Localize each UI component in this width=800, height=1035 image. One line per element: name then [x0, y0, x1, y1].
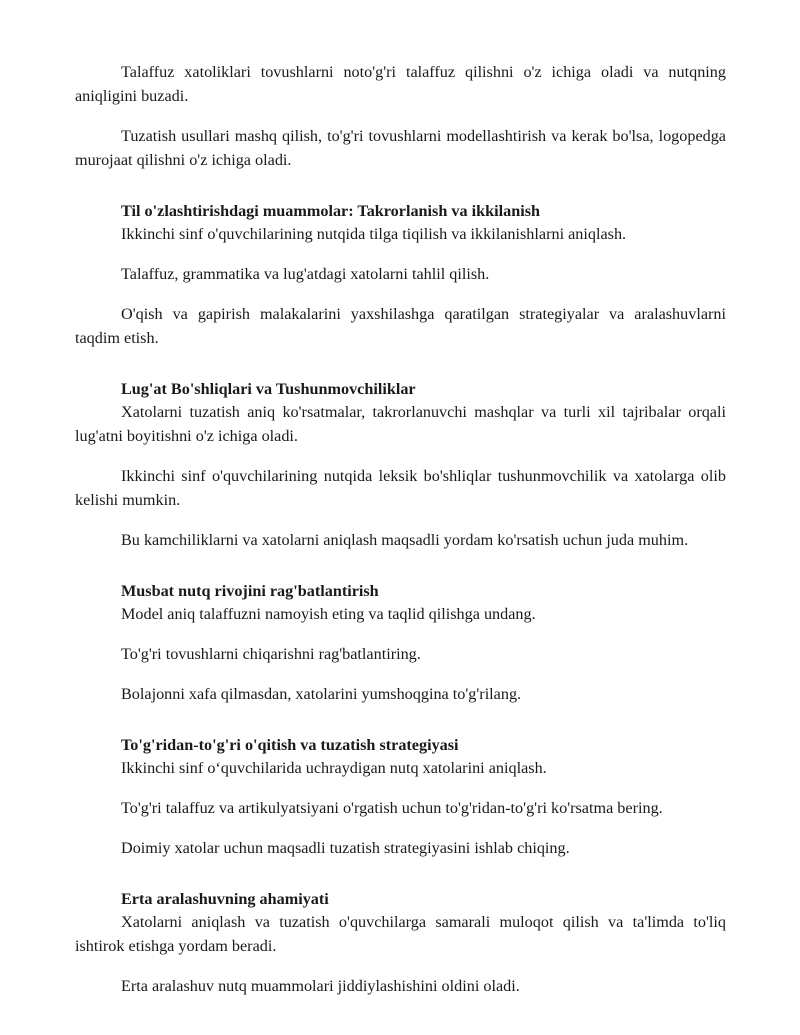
- paragraph: To'g'ri talaffuz va artikulyatsiyani o'rgatish uchun to'g'ridan-to'g'ri ko'rsatma bering.: [121, 799, 663, 817]
- section-heading: Musbat nutq rivojini rag'batlantirish: [121, 582, 379, 600]
- section-heading: Til o'zlashtirishdagi muammolar: Takrorlanish va ikkilanish: [121, 202, 541, 220]
- section-intro: [75, 60, 726, 172]
- paragraph: Talaffuz, grammatika va lug'atdagi xatolarni tahlil qilish.: [121, 265, 490, 283]
- paragraph: Ikkinchi sinf o‘quvchilarida uchraydigan nutq xatolarini aniqlash.: [121, 759, 547, 777]
- paragraph: Talaffuz xatoliklari tovushlarni noto'g'ri talaffuz qilishni o'z ichiga oladi va nutqning aniqligini buzadi.: [75, 63, 726, 105]
- paragraph: Xatolarni tuzatish aniq ko'rsatmalar, takrorlanuvchi mashqlar va turli xil tajribalar orqali lug'atni boyitishni o'z ichiga oladi.: [75, 403, 726, 445]
- paragraph: O'qish va gapirish malakalarini yaxshilashga qaratilgan strategiyalar va aralashuvlarni taqdim etish.: [75, 305, 726, 347]
- paragraph: Bu kamchiliklarni va xatolarni aniqlash maqsadli yordam ko'rsatish uchun juda muhim.: [121, 531, 689, 549]
- document-page: [75, 60, 726, 1014]
- paragraph: Bolajonni xafa qilmasdan, xatolarini yumshoqgina to'g'rilang.: [121, 685, 522, 703]
- section-vocabulary-gaps: [75, 378, 726, 552]
- paragraph: Ikkinchi sinf o'quvchilarining nutqida leksik bo'shliqlar tushunmovchilik va xatolarga olib kelishi mumkin.: [75, 467, 726, 509]
- section-heading: Lug'at Bo'shliqlari va Tushunmovchiliklar: [121, 380, 416, 398]
- paragraph: Tuzatish usullari mashq qilish, to'g'ri tovushlarni modellashtirish va kerak bo'lsa, logopedga murojaat qilishni o'z ichiga oladi.: [75, 127, 726, 169]
- paragraph: Doimiy xatolar uchun maqsadli tuzatish strategiyasini ishlab chiqing.: [121, 839, 570, 857]
- section-heading: To'g'ridan-to'g'ri o'qitish va tuzatish strategiyasi: [121, 736, 459, 754]
- section-language-acquisition: [75, 200, 726, 350]
- paragraph: Erta aralashuv nutq muammolari jiddiylashishini oldini oladi.: [121, 977, 520, 995]
- paragraph: To'g'ri tovushlarni chiqarishni rag'batlantiring.: [121, 645, 421, 663]
- section-positive-speech: [75, 580, 726, 706]
- section-direct-instruction: [75, 734, 726, 860]
- paragraph: Ikkinchi sinf o'quvchilarining nutqida tilga tiqilish va ikkilanishlarni aniqlash.: [121, 225, 627, 243]
- section-early-intervention: [75, 888, 726, 998]
- section-heading: Erta aralashuvning ahamiyati: [121, 890, 329, 908]
- paragraph: Xatolarni aniqlash va tuzatish o'quvchilarga samarali muloqot qilish va ta'limda to'liq ishtirok etishga yordam beradi.: [75, 913, 726, 955]
- paragraph: Model aniq talaffuzni namoyish eting va taqlid qilishga undang.: [121, 605, 536, 623]
